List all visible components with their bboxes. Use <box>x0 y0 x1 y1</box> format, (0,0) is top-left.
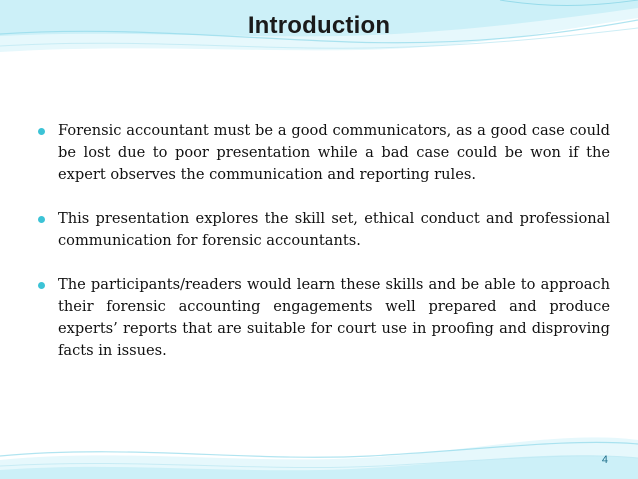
bullet-item <box>38 208 610 252</box>
bullet-text: Forensic accountant must be a good communicators, as a good case could be lost due to poor presentation while a bad case could be won if the expert observes the communication and reporting rules. <box>58 122 610 183</box>
bullet-dot-icon <box>38 282 45 289</box>
bullet-dot-icon <box>38 216 45 223</box>
slide-title: Introduction <box>247 12 391 39</box>
bullet-dot-icon <box>38 128 45 135</box>
page-number: 4 <box>601 454 608 466</box>
bullet-item <box>38 274 610 362</box>
bullet-text: This presentation explores the skill set, ethical conduct and professional communication for forensic accountants. <box>58 210 610 249</box>
bullet-text: The participants/readers would learn these skills and be able to approach their forensic accounting engagements well prepared and produce experts’ reports that are suitable for court use in proofing and disproving facts in issues. <box>58 276 610 359</box>
bullet-list <box>38 120 610 384</box>
bullet-item <box>38 120 610 186</box>
